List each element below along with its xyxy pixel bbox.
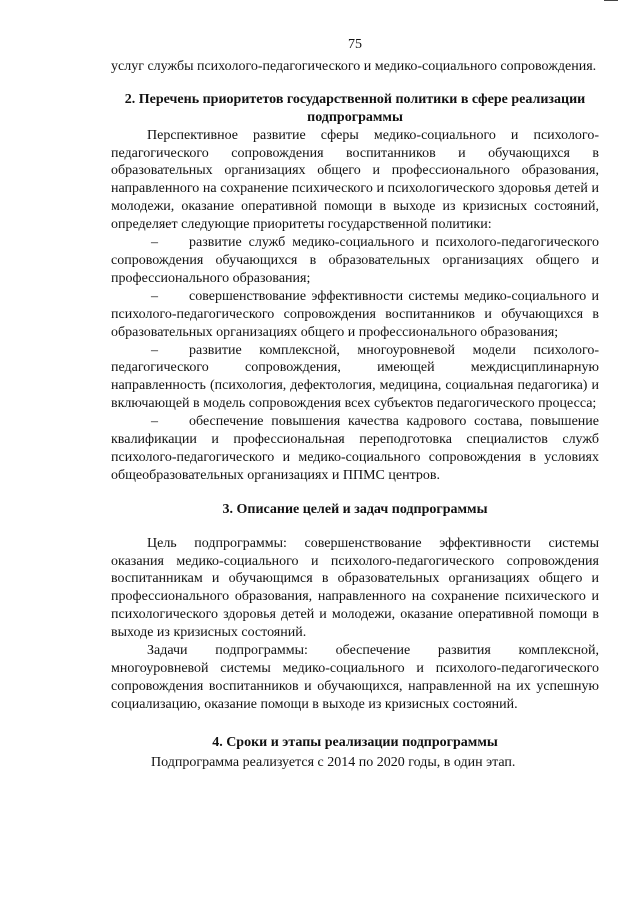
priority-item-1: – развитие служб медико-социального и психолого-педагогического сопровождения обучающихся в образовательных организациях общего и профессионального образования; <box>111 235 599 286</box>
section-3-goal: Цель подпрограммы: совершенствование эффективности системы оказания медико-социального и психолого-педагогического сопровождения воспитанникам и обучающимся в образовательных организациях общего и профессионального образования, направленного на сохранение психического и психологического здоровья детей и молодежи, оказание оперативной помощи в выходе из кризисных состояний. <box>111 535 599 641</box>
document-page <box>111 36 599 772</box>
intro-paragraph: услуг службы психолого-педагогического и медико-социального сопровождения. <box>111 58 597 74</box>
priority-item-2: – совершенствование эффективности системы медико-социального и психолого-педагогического сопровождения воспитанников и обучающихся в образовательных организациях общего и профессионального образования; <box>111 288 599 340</box>
page-number: 75 <box>348 37 362 52</box>
bullet-dash: – <box>151 342 158 358</box>
section-4-text: Подпрограмма реализуется с 2014 по 2020 годы, в один этап. <box>151 754 516 770</box>
section-3-tasks: Задачи подпрограммы: обеспечение развития комплексной, многоуровневой системы медико-социального и психолого-педагогического сопровождения воспитанников и обучающихся, направленной на их успешную социализацию, оказание помощи в выходе из кризисных состояний. <box>111 643 599 712</box>
section-2-title: 2. Перечень приоритетов государственной политики в сфере реализации подпрограммы <box>124 91 586 125</box>
bullet-dash: – <box>151 235 158 251</box>
section-4-title: 4. Сроки и этапы реализации подпрограммы <box>212 734 498 750</box>
section-3-title: 3. Описание целей и задач подпрограммы <box>222 501 488 517</box>
bullet-dash: – <box>151 414 158 430</box>
page-corner-mark <box>604 0 618 1</box>
priority-item-4: – обеспечение повышения качества кадрового состава, повышение квалификации и профессиональная переподготовка специалистов служб психолого-педагогического и медико-социального сопровождения в условиях общеобразовательных организациях и ППМС центров. <box>111 414 599 483</box>
priority-item-3: – развитие комплексной, многоуровневой модели психолого-педагогического сопровождения, имеющей междисциплинарную направленность (психология, дефектология, медицина, социальная педагогика) и включающей в модель сопровождения всех субъектов педагогического процесса; <box>111 342 599 412</box>
bullet-dash: – <box>151 288 158 304</box>
section-2-lead: Перспективное развитие сферы медико-социального и психолого-педагогического сопровождения воспитанников и обучающихся в образовательных организациях общего и профессионального образования, направленного на сохранение психического и психологического здоровья детей и молодежи, оказание оперативной помощи в выходе из кризисных состояний, определяет следующие приоритеты государственной политики: <box>111 127 599 233</box>
